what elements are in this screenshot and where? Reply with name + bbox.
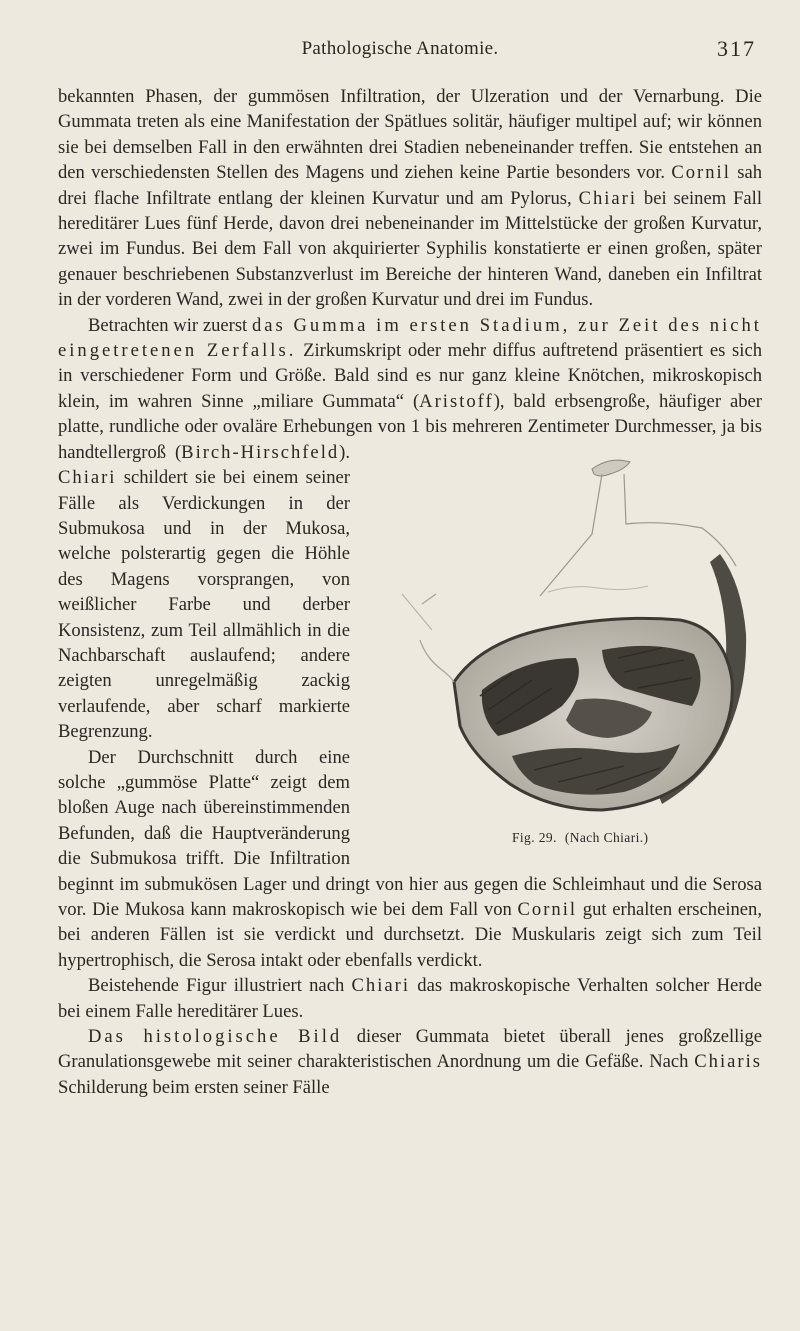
text-run: bei seinem Fall hereditärer Lues fünf Herde, davon drei nebeneinander im Mittelstücke der großen Kurvatur, zwei im Fundus. Bei dem Fall von akquirierter Syphilis konstatierte er einen großen, später genauer beschriebenen Substanzverlust im Bereiche der hinteren Wand, daneben ein Infiltrat in der vorderen Wand, zwei in der großen Kurvatur und drei im Fundus.	[58, 187, 762, 311]
page-number: 317	[717, 36, 756, 61]
body-text	[58, 84, 762, 1100]
emphasized-phrase-2: Das histologische Bild	[88, 1026, 343, 1048]
figure-29	[362, 444, 762, 846]
text-run: bekannten Phasen, der gummösen Infiltration, der Ulzeration und der Vernarbung. Die Gummata treten als eine Manifestation der Spätlues solitär, häufiger multipel auf; wir können sie bei demselben Fall in den erwähnten drei Stadien nebeneinander treffen. Sie entstehen an den verschiedensten Stellen des Magens und ziehen keine Partie besonders vor.	[58, 86, 762, 184]
author-aristoff: Aristoff	[419, 390, 494, 412]
text-run: Schilderung beim ersten seiner Fälle	[58, 1076, 330, 1098]
stomach-section-illustration	[362, 444, 762, 824]
text-run: Zirkumskript oder mehr diffus auftretend präsentiert es sich in verschiedener Form und Größe. Bald sind es nur ganz kleine Knötchen, mikroskopisch klein, im wahren Sinne „miliare Gummata“ (	[58, 340, 762, 412]
author-chiaris: Chiaris	[694, 1051, 762, 1073]
author-chiari-3: Chiari	[351, 975, 410, 997]
running-title: Pathologische Anatomie.	[301, 38, 499, 59]
author-chiari: Chiari	[578, 187, 638, 209]
text-run: ), bald erbsengroße, häufiger aber platte, rundliche oder ovaläre Erhebungen von 1 bis mehreren Zentimeter Durchmesser, ja bis handtellergroß (	[58, 390, 762, 463]
text-run: dieser Gummata bietet überall jenes großzellige Granulationsgewebe mit seiner charakteristischen Anordnung um die Gefäße. Nach	[58, 1026, 762, 1073]
emphasized-phrase: das Gumma im ersten Stadium, zur Zeit des nicht eingetretenen Zerfalls.	[58, 314, 762, 362]
text-run: Der Durchschnitt durch eine solche „gummöse Platte“ zeigt dem bloßen Auge nach übereinstimmenden Befunden, daß die Hauptveränderung die Submukosa trifft. Die Infiltration beginnt im submukösen Lager und dringt von hier aus gegen die Schleimhaut und die Serosa vor. Die Mukosa kann makroskopisch wie bei dem Fall von	[58, 746, 762, 920]
paragraph-1	[58, 84, 762, 313]
running-header	[0, 38, 800, 64]
text-run: gut erhalten erscheinen, bei anderen Fällen ist sie verdickt und durchsetzt. Die Muskularis zeigt sich zum Teil hypertrophisch, die Serosa intakt oder ebenfalls verdickt.	[58, 899, 762, 971]
paragraph-5	[58, 1024, 762, 1100]
text-run: sah drei flache Infiltrate entlang der kleinen Kurvatur und am Pylorus,	[58, 162, 763, 209]
author-chiari-2: Chiari	[58, 467, 117, 489]
text-run: schildert sie bei einem seiner Fälle als Verdickungen in der Submukosa und in der Mukosa, welche polsterartig gegen die Höhle des Magens vorsprangen, von weißlicher Farbe und derber Konsistenz, zum Teil allmählich in die Nachbarschaft auslaufend; andere zeigten unregelmäßig zackig verlaufende, aber scharf markierte Begrenzung.	[58, 467, 350, 743]
text-run: ).	[339, 441, 350, 463]
author-cornil: Cornil	[671, 162, 731, 184]
author-birch-hirschfeld: Birch-Hirschfeld	[181, 441, 340, 463]
figure-label: Fig. 29.	[512, 829, 557, 845]
paragraph-4	[58, 973, 762, 1024]
figure-source: (Nach Chiari.)	[564, 829, 649, 845]
text-run: das makroskopische Verhalten solcher Herde bei einem Falle hereditärer Lues.	[58, 975, 762, 1022]
text-run: Beistehende Figur illustriert nach	[88, 975, 352, 997]
text-run: Betrachten wir zuerst	[88, 314, 252, 336]
figure-caption	[482, 825, 648, 850]
author-cornil-2: Cornil	[517, 899, 578, 920]
